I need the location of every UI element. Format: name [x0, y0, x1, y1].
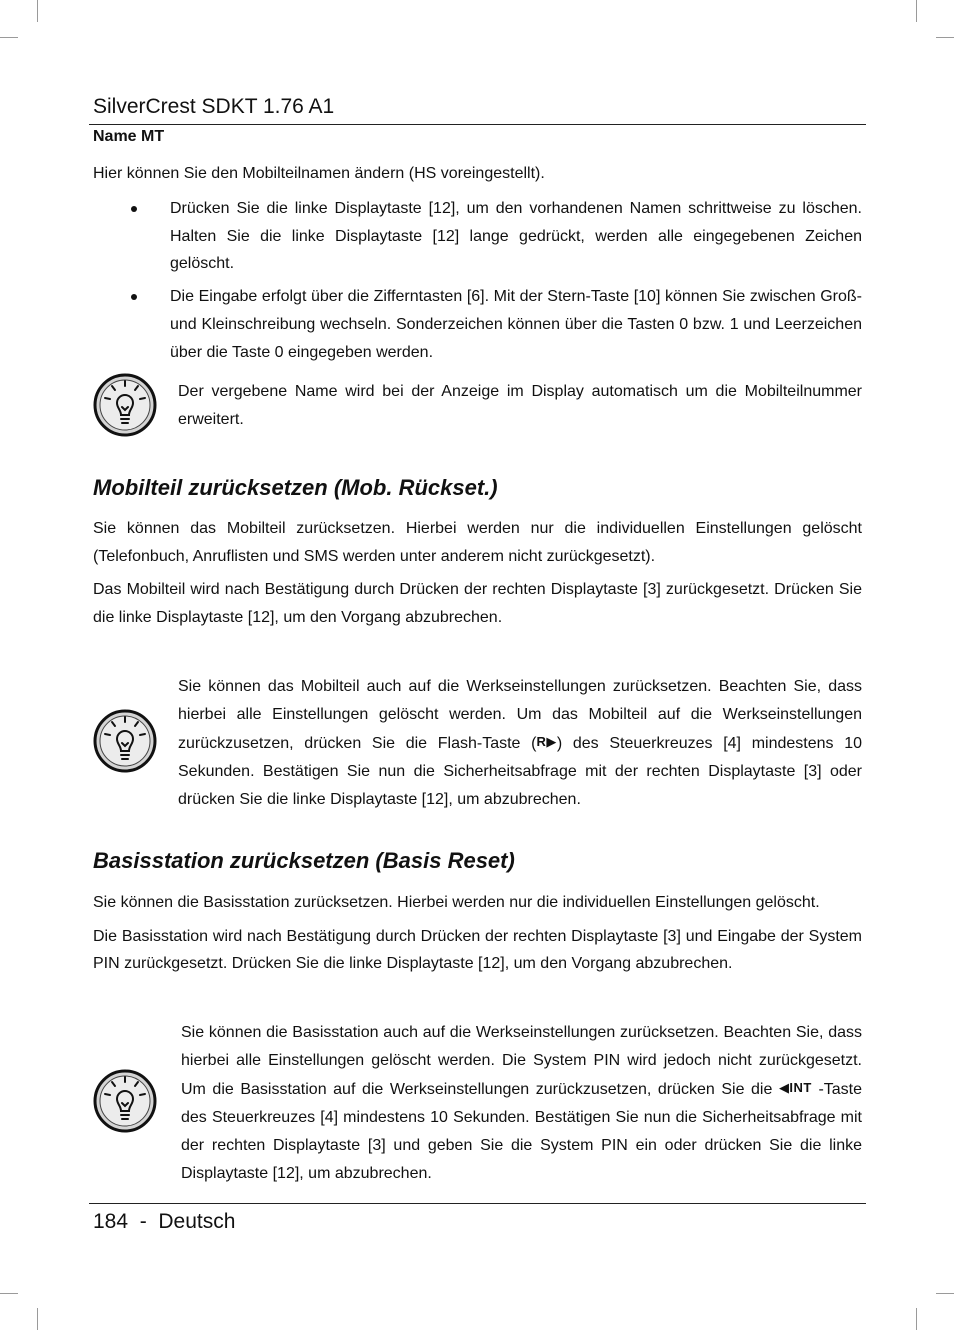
note-text: Der vergebene Name wird bei der Anzeige im Display automatisch um die Mobilteilnummer erweitert. [178, 383, 862, 428]
note-text [178, 673, 862, 814]
bullet-icon [131, 294, 137, 300]
lightbulb-icon [93, 1069, 157, 1133]
bullet-text: Drücken Sie die linke Displaytaste [12], um den vorhandenen Namen schrittweise zu löschen. Halten Sie die linke Displaytaste [12] lange gedrückt, werden alle eingegebenen Zeichen gelöscht. [170, 200, 862, 273]
note-text-part: Sie können die Basisstation auch auf die Werkseinstellungen zurücksetzen. Beachten Sie, dass hierbei alle Einstellungen gelöscht werden. Die System PIN wird jedoch nicht zurückgesetzt. Um die Basisstation auf die Werkseinstellungen zurückzusetzen, drücken Sie die [181, 1024, 862, 1099]
document-header-title: SilverCrest SDKT 1.76 A1 [93, 95, 335, 118]
name-mt-intro: Hier können Sie den Mobilteilnamen ändern (HS voreingestellt). [93, 165, 545, 182]
mobile-reset-paragraph-2: Das Mobilteil wird nach Bestätigung durch Drücken der rechten Displaytaste [3] zurückgesetzt. Drücken Sie die linke Displaytaste [12], um den Vorgang abzubrechen. [93, 581, 862, 627]
list-item [93, 283, 862, 366]
mobile-reset-note [93, 672, 862, 814]
section-heading-mobile-reset: Mobilteil zurücksetzen (Mob. Rückset.) [93, 475, 498, 500]
crop-mark [916, 0, 917, 22]
crop-mark [37, 1308, 38, 1330]
mobile-reset-paragraph-1: Sie können das Mobilteil zurücksetzen. Hierbei werden nur die individuellen Einstellungen gelöscht (Telefonbuch, Anruflisten und SMS werden unter anderem nicht zurückgesetzt). [93, 520, 862, 565]
header-divider [89, 124, 866, 125]
base-reset-paragraph-2: Die Basisstation wird nach Bestätigung durch Drücken der rechten Displaytaste [3] und Eingabe der System PIN zurückgesetzt. Drücken Sie die linke Displaytaste [12], um den Vorgang abzubrechen. [93, 927, 862, 973]
crop-mark [0, 1293, 18, 1294]
crop-mark [936, 37, 954, 38]
lightbulb-icon [93, 709, 157, 773]
base-reset-note [93, 1019, 862, 1189]
note-text-part: -Taste des Steuerkreuzes [4] mindestens 10 Sekunden. Bestätigen Sie nun die Sicherheitsabfrage mit der rechten Displaytaste [3] und geben Sie die System PIN ein oder drücken Sie die linke Displaytaste [12], um abzubrechen. [181, 1081, 863, 1182]
note-text [181, 1019, 862, 1187]
name-mt-bullet-list [93, 195, 862, 371]
bullet-icon [131, 206, 137, 212]
section-heading-base-reset: Basisstation zurücksetzen (Basis Reset) [93, 848, 515, 873]
crop-mark [37, 0, 38, 22]
crop-mark [916, 1308, 917, 1330]
list-item [93, 195, 862, 278]
crop-mark [0, 37, 18, 38]
base-reset-paragraph-1: Sie können die Basisstation zurücksetzen. Hierbei werden nur die individuellen Einstellungen gelöscht. [93, 894, 820, 911]
bullet-text: Die Eingabe erfolgt über die Zifferntasten [6]. Mit der Stern-Taste [10] können Sie zwischen Groß- und Kleinschreibung wechseln. Sonderzeichen können über die Tasten 0 bzw. 1 und Leerzeichen über die Taste 0 eingegeben werden. [170, 288, 862, 361]
name-mt-note [93, 372, 862, 438]
note-text-part: Sie können das Mobilteil auch auf die Werkseinstellungen zurücksetzen. Beachten Sie, dass hierbei alle Einstellungen gelöscht werden. Um das Mobilteil auf die Werkseinstellungen zurückzusetzen, drücken Sie die Flash-Taste ( [178, 678, 862, 753]
lightbulb-icon [93, 373, 157, 437]
footer-divider [89, 1203, 866, 1204]
flash-key-symbol: R▶ [536, 734, 557, 750]
note-text-part: ) des Steuerkreuzes [4] mindestens 10 Sekunden. Bestätigen Sie nun die Sicherheitsabfrage mit der rechten Displaytaste [3] oder drücken Sie die linke Displaytaste [12], um abzubrechen. [178, 735, 862, 808]
int-key-symbol: ◀INT [778, 1080, 812, 1096]
crop-mark [936, 1293, 954, 1294]
page-footer: 184 - Deutsch [93, 1210, 236, 1233]
name-mt-label: Name MT [93, 128, 165, 145]
